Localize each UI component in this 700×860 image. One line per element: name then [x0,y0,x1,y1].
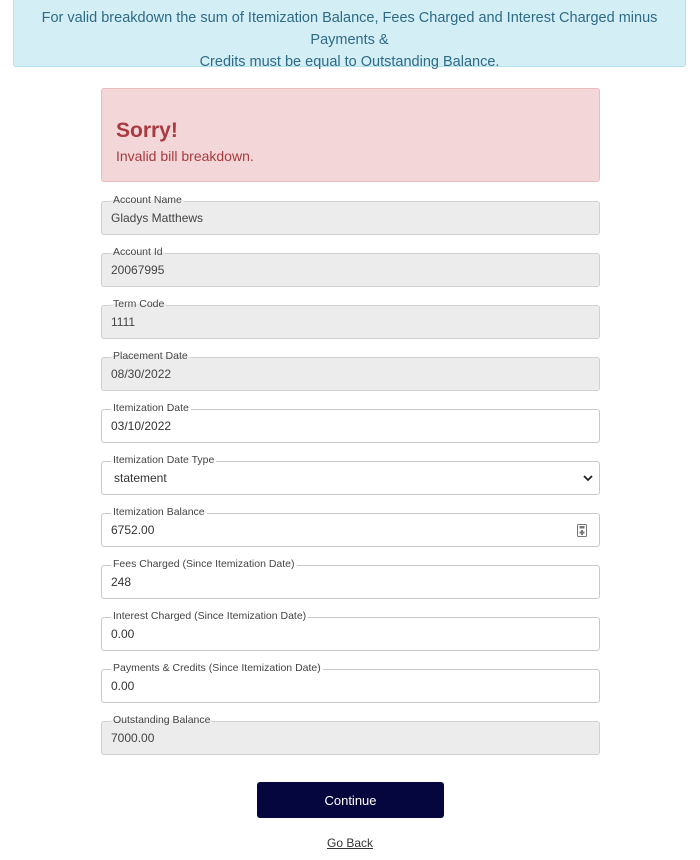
info-banner-line-1: For valid breakdown the sum of Itemization Balance, Fees Charged and Interest Charged minus Payments & [41,10,658,48]
itemization-date-type-label: Itemization Date Type [113,454,215,466]
account-name-value: Gladys Matthews [111,211,204,225]
payments-credits-value[interactable]: 0.00 [111,679,135,693]
error-title: Sorry! [116,119,178,142]
itemization-date-input[interactable] [101,402,600,443]
fees-charged-label: Fees Charged (Since Itemization Date) [113,558,295,570]
go-back-label[interactable]: Go Back [326,836,374,850]
payments-credits-label: Payments & Credits (Since Itemization Date) [113,662,321,674]
itemization-date-label: Itemization Date [113,402,189,414]
placement-date-field [101,350,600,391]
outstanding-balance-field [101,714,600,755]
go-back-link[interactable] [0,836,700,850]
chevron-down-icon[interactable] [581,471,595,485]
term-code-field [101,298,600,339]
placement-date-label: Placement Date [113,350,188,362]
fees-charged-input[interactable] [101,558,600,599]
account-id-label: Account Id [113,246,163,258]
itemization-date-type-value[interactable]: statement [114,471,167,485]
error-alert [101,88,600,182]
account-id-field [101,246,600,287]
itemization-balance-label: Itemization Balance [113,506,205,518]
info-banner-line-2: Credits must be equal to Outstanding Balance. [199,54,500,70]
placement-date-value: 08/30/2022 [111,367,172,381]
interest-charged-label: Interest Charged (Since Itemization Date) [113,610,307,622]
account-name-label: Account Name [113,194,182,206]
account-id-value: 20067995 [111,263,165,277]
term-code-value: 1111 [111,315,136,329]
outstanding-balance-label: Outstanding Balance [113,714,211,726]
error-message: Invalid bill breakdown. [116,148,254,164]
interest-charged-input[interactable] [101,610,600,651]
info-banner [13,0,686,70]
calculator-icon[interactable] [577,524,587,537]
account-name-field [101,194,600,235]
outstanding-balance-value: 7000.00 [111,731,155,745]
itemization-balance-value[interactable]: 6752.00 [111,523,155,537]
itemization-balance-input[interactable] [101,506,600,547]
itemization-date-value[interactable]: 03/10/2022 [111,419,172,433]
fees-charged-value[interactable]: 248 [111,575,132,589]
term-code-label: Term Code [113,298,165,310]
interest-charged-value[interactable]: 0.00 [111,627,135,641]
payments-credits-input[interactable] [101,662,600,703]
itemization-date-type-select[interactable] [101,454,600,495]
continue-button[interactable]: Continue [257,782,444,818]
